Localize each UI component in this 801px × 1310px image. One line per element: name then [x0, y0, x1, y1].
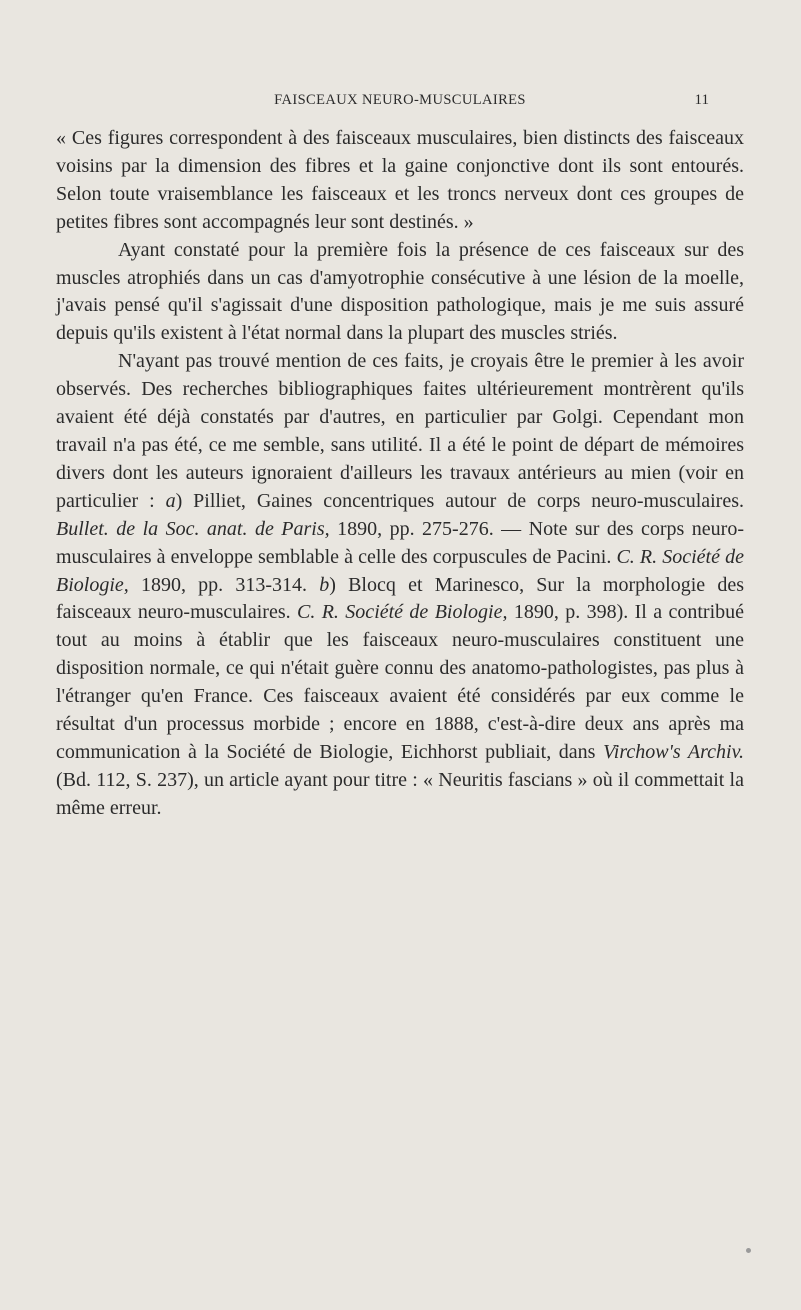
quote-paragraph: « Ces figures correspondent à des faisceaux musculaires, bien distincts des faisceaux voisins par la dimension des fibres et la gaine conjonctive dont ils sont entourés. Selon toute vraisemblance les faisceaux et les troncs nerveux dont ces groupes de petites fibres sont accompagnés leur sont destinés. »	[56, 127, 744, 233]
citation-source: C. R. Société de Biologie,	[297, 601, 508, 624]
paragraph-text: ) Pilliet, Gaines concentriques autour de corps neuro-musculaires.	[175, 489, 745, 512]
paragraph-text: 1890, pp. 275-276. — Note sur des corps neuro-musculaires à enveloppe semblable à celle des corpuscules de Pacini.	[56, 517, 744, 568]
running-head	[0, 92, 801, 114]
page-number: 11	[694, 92, 709, 108]
running-title: FAISCEAUX NEURO-MUSCULAIRES	[274, 92, 526, 108]
citation-source: Bullet. de la Soc. anat. de Paris,	[56, 517, 330, 540]
paragraph-text: N'ayant pas trouvé mention de ces faits, je croyais être le premier à les avoir observés. Des recherches bibliographiques faites ultérieurement montrèrent qu'ils avaient été déjà constatés par d'autres, en particulier par Golgi. Cependant mon travail n'a pas été, ce me semble, sans utilité. Il a été le point de départ de mémoires divers dont les auteurs ignoraient d'ailleurs les travaux antérieurs au mien (voir en particulier :	[56, 350, 744, 512]
paragraph-text: 1890, p. 398). Il a contribué tout au moins à établir que les faisceaux neuro-musculaires constituent une disposition normale, ce qui n'était guère connu des anatomo-pathologistes, pas plus à l'étranger qu'en France. Ces faisceaux avaient été considérés par eux comme le résultat d'un processus morbide ; encore en 1888, c'est-à-dire deux ans après ma communication à la Société de Biologie, Eichhorst publiait, dans	[56, 601, 745, 763]
bibliography-paragraph	[56, 348, 744, 822]
paragraph-text: 1890, pp. 313-314.	[128, 573, 320, 596]
list-marker-b: b	[319, 573, 330, 596]
citation-source: Virchow's Archiv.	[603, 740, 744, 763]
body-text	[56, 125, 744, 823]
paragraph-text: (Bd. 112, S. 237), un article ayant pour titre : « Neuritis fascians » où il commettait la même erreur.	[56, 768, 744, 819]
paragraph-text: ) Blocq et Marinesco, Sur la morphologie des faisceaux neuro-musculaires.	[56, 573, 744, 624]
citation-source: C. R. Société de Biologie,	[56, 545, 744, 596]
observation-paragraph: Ayant constaté pour la première fois la présence de ces faisceaux sur des muscles atrophiés dans un cas d'amyotrophie consécutive à une lésion de la moelle, j'avais pensé qu'il s'agissait d'une disposition pathologique, mais je me suis assuré depuis qu'ils existent à l'état normal dans la plupart des muscles striés.	[56, 238, 744, 345]
list-marker-a: a	[165, 489, 176, 512]
paper-speck	[746, 1248, 751, 1253]
